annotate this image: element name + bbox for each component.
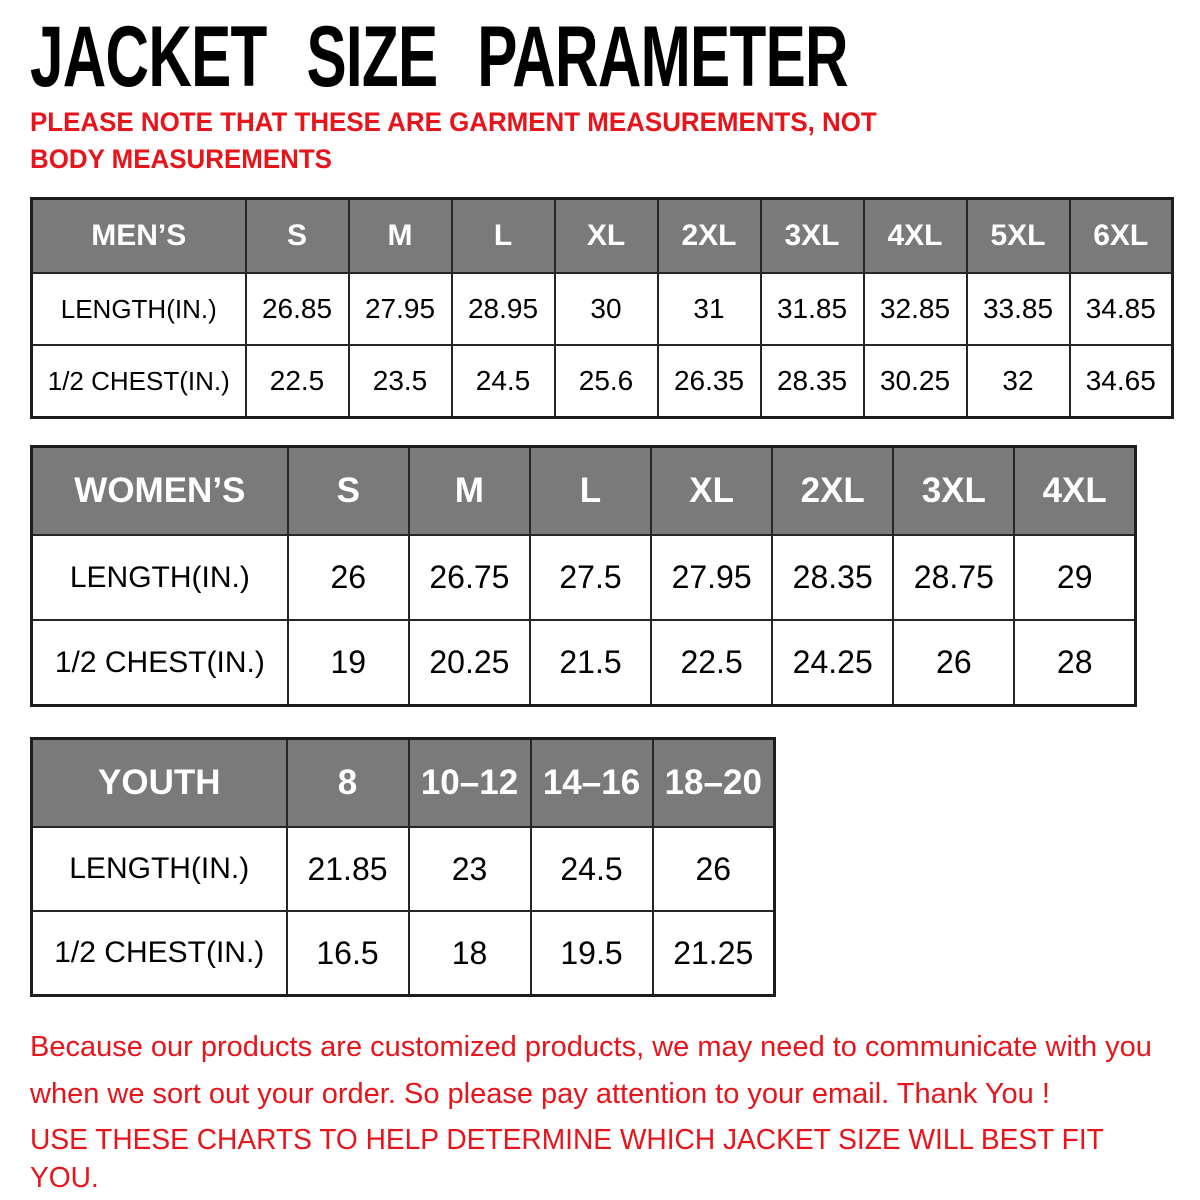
size-header-cell: 3XL: [893, 447, 1014, 536]
size-header-cell: 2XL: [772, 447, 893, 536]
mens-table-title: MEN’S: [32, 199, 246, 274]
size-header-cell: S: [246, 199, 349, 274]
size-value-cell: 19.5: [531, 911, 653, 996]
size-value-cell: 28.95: [452, 273, 555, 345]
size-value-cell: 21.25: [653, 911, 775, 996]
row-label: 1/2 CHEST(IN.): [32, 345, 246, 418]
size-header-cell: 4XL: [864, 199, 967, 274]
row-label: 1/2 CHEST(IN.): [32, 911, 287, 996]
youth-length-row: [32, 827, 775, 911]
size-value-cell: 34.65: [1070, 345, 1173, 418]
mens-chest-row: [32, 345, 1173, 418]
size-value-cell: 23: [409, 827, 531, 911]
size-value-cell: 30: [555, 273, 658, 345]
size-header-cell: 10–12: [409, 739, 531, 828]
youth-size-table: [30, 737, 776, 997]
size-value-cell: 19: [288, 620, 409, 706]
youth-chest-row: [32, 911, 775, 996]
size-value-cell: 33.85: [967, 273, 1070, 345]
size-value-cell: 31: [658, 273, 761, 345]
size-header-cell: 4XL: [1014, 447, 1135, 536]
womens-header-row: [32, 447, 1136, 536]
size-value-cell: 28.75: [893, 535, 1014, 620]
size-value-cell: 24.5: [452, 345, 555, 418]
size-value-cell: 26: [288, 535, 409, 620]
size-value-cell: 18: [409, 911, 531, 996]
size-value-cell: 30.25: [864, 345, 967, 418]
size-header-cell: M: [409, 447, 530, 536]
size-header-cell: XL: [651, 447, 772, 536]
size-value-cell: 26.35: [658, 345, 761, 418]
size-value-cell: 26: [653, 827, 775, 911]
mens-size-table: [30, 197, 1174, 419]
mens-length-row: [32, 273, 1173, 345]
size-value-cell: 26: [893, 620, 1014, 706]
size-value-cell: 28: [1014, 620, 1135, 706]
youth-table-title: YOUTH: [32, 739, 287, 828]
size-value-cell: 16.5: [287, 911, 409, 996]
size-value-cell: 21.85: [287, 827, 409, 911]
size-header-cell: 5XL: [967, 199, 1070, 274]
size-header-cell: 3XL: [761, 199, 864, 274]
size-value-cell: 26.85: [246, 273, 349, 345]
size-header-cell: 8: [287, 739, 409, 828]
size-value-cell: 28.35: [761, 345, 864, 418]
garment-measurement-note: PLEASE NOTE THAT THESE ARE GARMENT MEASUREMENTS, NOT BODY MEASUREMENTS: [30, 107, 877, 174]
size-value-cell: 23.5: [349, 345, 452, 418]
mens-header-row: [32, 199, 1173, 274]
womens-size-table: [30, 445, 1137, 707]
size-header-cell: L: [530, 447, 651, 536]
customization-notice: Because our products are customized products, we may need to communicate with you when we sort out your order. So please pay attention to your email. Thank You !: [30, 1031, 1152, 1110]
size-value-cell: 25.6: [555, 345, 658, 418]
size-value-cell: 32: [967, 345, 1070, 418]
row-label: LENGTH(IN.): [32, 535, 288, 620]
size-value-cell: 24.5: [531, 827, 653, 911]
size-value-cell: 21.5: [530, 620, 651, 706]
row-label: LENGTH(IN.): [32, 827, 287, 911]
womens-table-title: WOMEN’S: [32, 447, 288, 536]
size-value-cell: 34.85: [1070, 273, 1173, 345]
size-value-cell: 27.5: [530, 535, 651, 620]
size-value-cell: 27.95: [349, 273, 452, 345]
size-header-cell: 2XL: [658, 199, 761, 274]
size-value-cell: 22.5: [651, 620, 772, 706]
size-value-cell: 29: [1014, 535, 1135, 620]
size-value-cell: 24.25: [772, 620, 893, 706]
youth-header-row: [32, 739, 775, 828]
size-value-cell: 20.25: [409, 620, 530, 706]
size-value-cell: 28.35: [772, 535, 893, 620]
size-header-cell: 18–20: [653, 739, 775, 828]
size-value-cell: 27.95: [651, 535, 772, 620]
size-header-cell: 6XL: [1070, 199, 1173, 274]
womens-chest-row: [32, 620, 1136, 706]
size-value-cell: 26.75: [409, 535, 530, 620]
size-value-cell: 32.85: [864, 273, 967, 345]
page-title: JACKET SIZE PARAMETER: [30, 9, 848, 105]
size-header-cell: 14–16: [531, 739, 653, 828]
row-label: LENGTH(IN.): [32, 273, 246, 345]
size-header-cell: S: [288, 447, 409, 536]
size-value-cell: 31.85: [761, 273, 864, 345]
row-label: 1/2 CHEST(IN.): [32, 620, 288, 706]
chart-usage-note: USE THESE CHARTS TO HELP DETERMINE WHICH JACKET SIZE WILL BEST FIT YOU.: [30, 1124, 1104, 1194]
size-header-cell: M: [349, 199, 452, 274]
womens-length-row: [32, 535, 1136, 620]
size-header-cell: XL: [555, 199, 658, 274]
size-header-cell: L: [452, 199, 555, 274]
size-value-cell: 22.5: [246, 345, 349, 418]
